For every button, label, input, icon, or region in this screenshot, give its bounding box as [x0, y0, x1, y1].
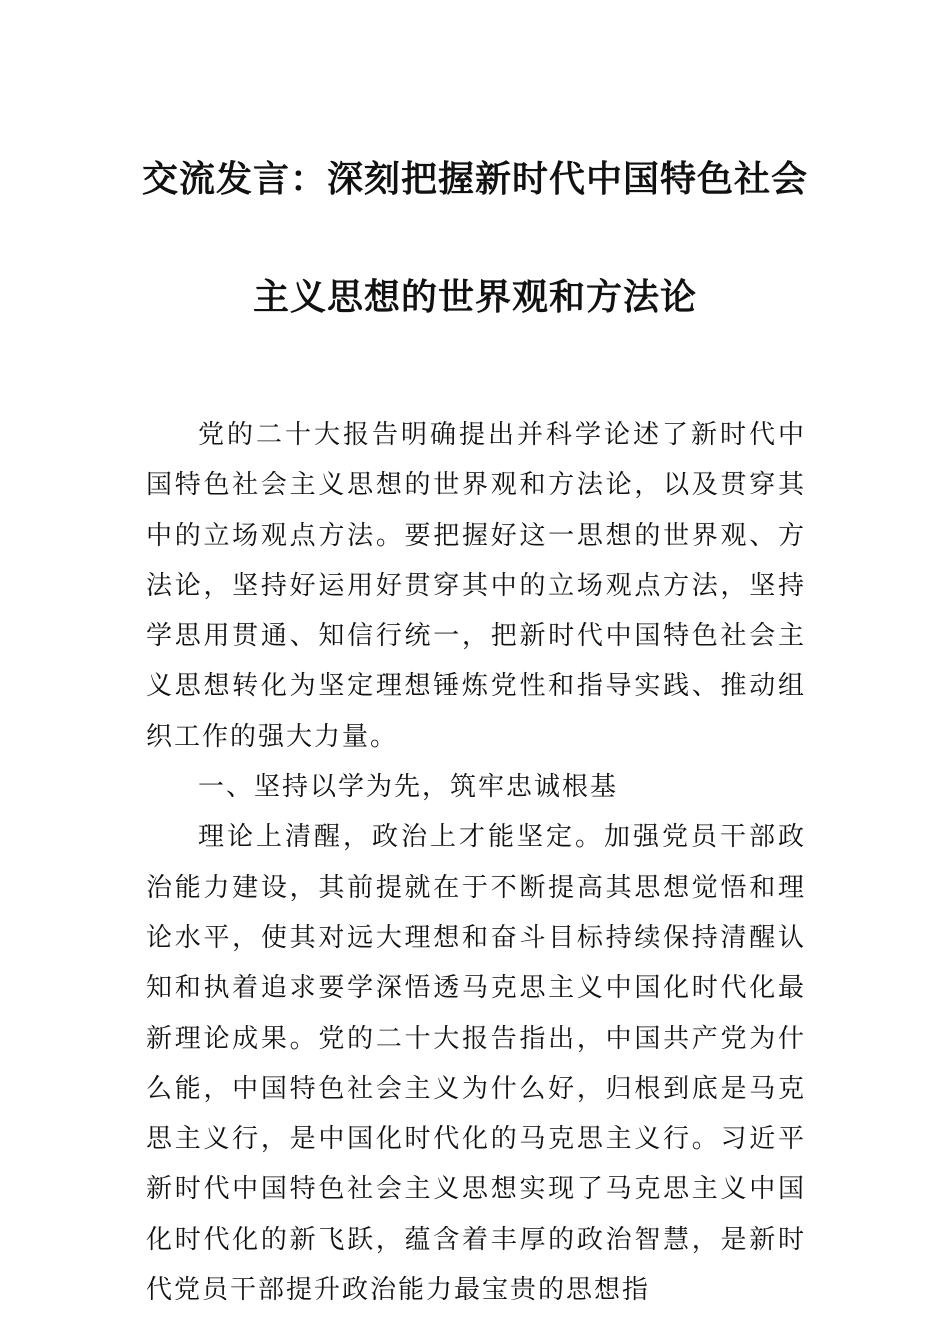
document-body — [146, 410, 806, 1315]
paragraph-section-1: 理论上清醒，政治上才能坚定。加强党员干部政治能力建设，其前提就在于不断提高其思想觉悟和理论水平，使其对远大理想和奋斗目标持续保持清醒认知和执着追求要学深悟透马克思主义中国化时代化最新理论成果。党的二十大报告指出，中国共产党为什么能，中国特色社会主义为什么好，归根到底是马克思主义行，是中国化时代化的马克思主义行。习近平新时代中国特色社会主义思想实现了马克思主义中国化时代化的新飞跃，蕴含着丰厚的政治智慧，是新时代党员干部提升政治能力最宝贵的思想指 — [146, 822, 806, 1306]
paragraph-intro: 党的二十大报告明确提出并科学论述了新时代中国特色社会主义思想的世界观和方法论，以及贯穿其中的立场观点方法。要把握好这一思想的世界观、方法论，坚持好运用好贯穿其中的立场观点方法，坚持学思用贯通、知信行统一，把新时代中国特色社会主义思想转化为坚定理想锤炼党性和指导实践、推动组织工作的强大力量。 — [146, 420, 806, 752]
document-title-line-1: 交流发言：深刻把握新时代中国特色社会 — [141, 159, 808, 200]
section-heading-1: 一、坚持以学为先，筑牢忠诚根基 — [198, 772, 619, 803]
document-title-line-2: 主义思想的世界观和方法论 — [252, 277, 697, 318]
